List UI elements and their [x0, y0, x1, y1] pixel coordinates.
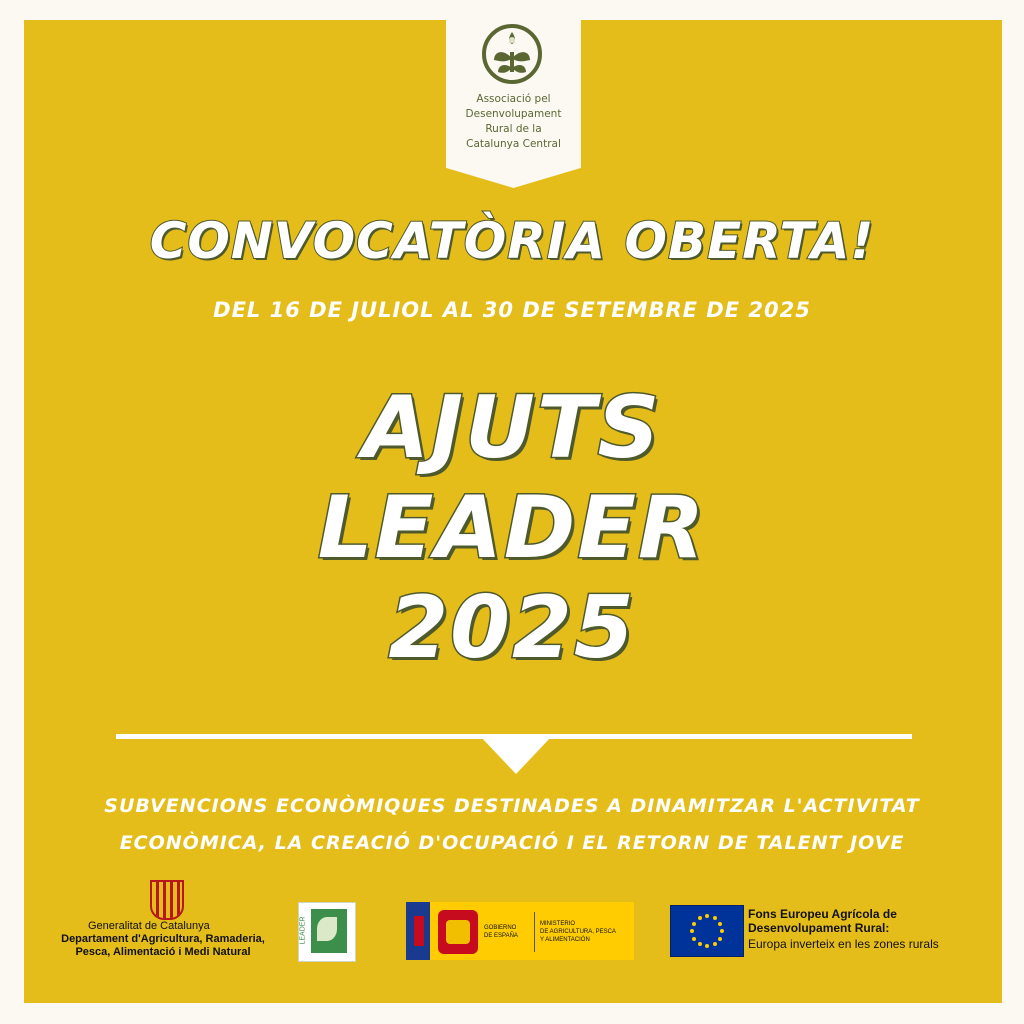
eu-tagline: Europa inverteix en les zones rurals — [748, 937, 939, 951]
headline-dates: DEL 16 DE JULIOL AL 30 DE SETEMBRE DE 2025 — [213, 298, 811, 322]
generalitat-dept-line: Departament d'Agricultura, Ramaderia, — [61, 933, 265, 945]
association-line: Catalunya Central — [466, 138, 561, 150]
hero-line-3: 2025 — [388, 578, 636, 678]
generalitat-logo — [60, 880, 300, 960]
subtitle-line-2: ECONÒMICA, LA CREACIÓ D'OCUPACIÓ I EL RETORN DE TALENT JOVE — [119, 832, 905, 854]
eu-star-icon — [713, 916, 717, 920]
association-line: Rural de la — [485, 123, 542, 135]
catalan-shield-icon — [150, 880, 184, 920]
divider-arrow-icon — [480, 736, 552, 774]
eu-line: Fons Europeu Agrícola de — [748, 907, 897, 921]
subtitle-line-1: SUBVENCIONS ECONÒMIQUES DESTINADES A DINAMITZAR L'ACTIVITAT — [104, 795, 920, 817]
headline-title: CONVOCATÒRIA OBERTA! — [149, 212, 875, 270]
spain-min-line: MINISTERIO — [540, 921, 576, 927]
eu-line: Desenvolupament Rural: — [748, 921, 890, 935]
eu-star-icon — [705, 944, 709, 948]
spain-gob-line: DE ESPAÑA — [484, 933, 518, 939]
spain-government-label — [484, 924, 518, 940]
association-name — [446, 92, 581, 152]
spain-coat-icon — [438, 910, 478, 954]
eu-star-icon — [692, 937, 696, 941]
sprout-logo-icon — [480, 22, 544, 86]
eu-star-icon — [713, 942, 717, 946]
leader-mark — [311, 909, 347, 953]
leader-label: LEADER — [299, 916, 307, 945]
spain-min-line: Y ALIMENTACIÓN — [540, 937, 590, 943]
eu-star-icon — [698, 942, 702, 946]
leader-logo-icon — [298, 902, 356, 962]
spain-flag-icon — [406, 902, 430, 960]
association-line: Desenvolupament — [465, 108, 562, 120]
eu-star-icon — [720, 929, 724, 933]
generalitat-dept-line: Pesca, Alimentació i Medi Natural — [75, 946, 251, 958]
eu-star-icon — [692, 922, 696, 926]
eu-star-icon — [690, 929, 694, 933]
association-line: Associació pel — [476, 93, 551, 105]
spain-ministry-logo — [406, 902, 634, 960]
hero-line-1: AJUTS — [362, 378, 662, 478]
generalitat-name: Generalitat de Catalunya — [88, 920, 210, 932]
spain-gob-line: GOBIERNO — [484, 925, 517, 931]
spain-ministry-label — [540, 920, 616, 944]
eu-star-icon — [718, 937, 722, 941]
spain-separator — [534, 912, 535, 952]
eu-star-icon — [718, 922, 722, 926]
spain-min-line: DE AGRICULTURA, PESCA — [540, 929, 616, 935]
generalitat-department — [48, 933, 278, 959]
eu-flag-icon — [670, 905, 744, 957]
eu-star-icon — [705, 914, 709, 918]
eu-star-icon — [698, 916, 702, 920]
eu-title — [748, 907, 897, 935]
hero-line-2: LEADER — [317, 478, 707, 578]
eu-feader-logo — [670, 905, 970, 957]
